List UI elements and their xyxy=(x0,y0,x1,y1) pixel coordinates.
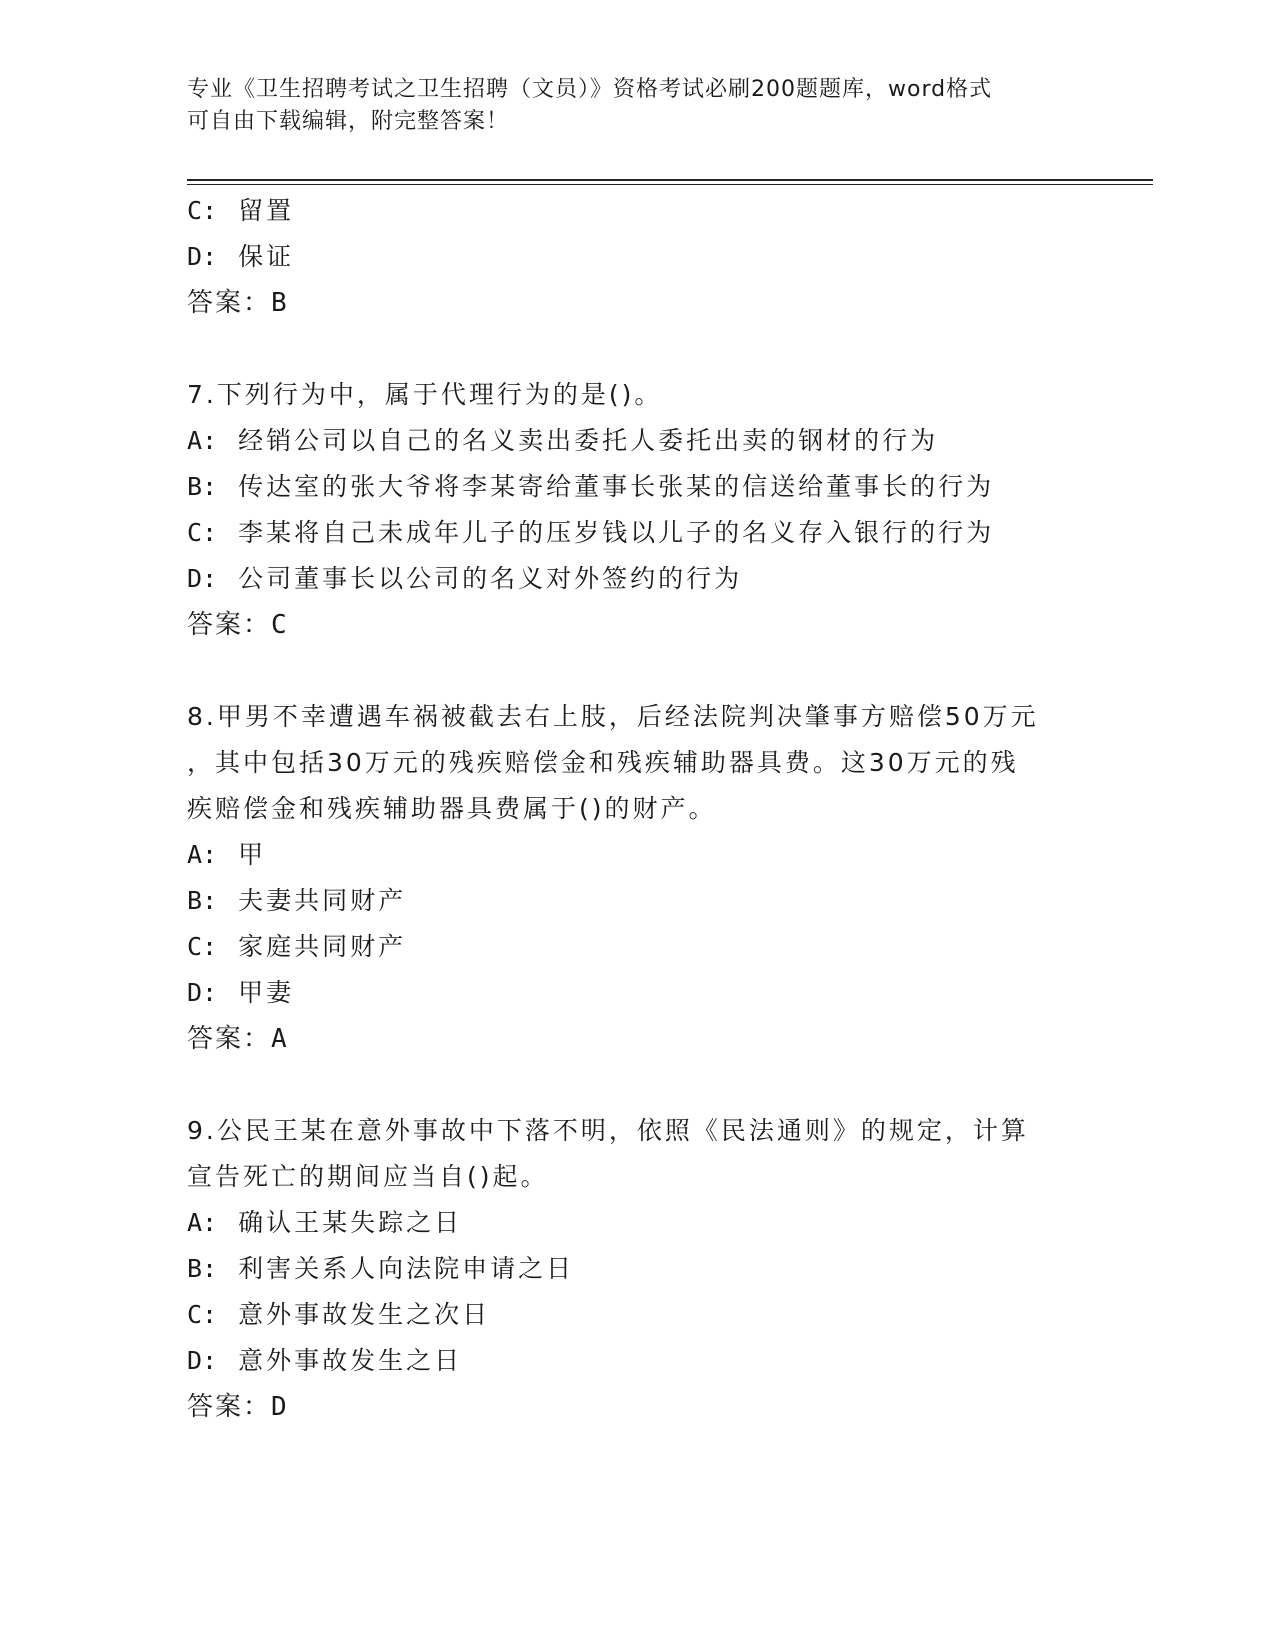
option-item xyxy=(187,1200,1087,1246)
document-body xyxy=(187,188,1087,1430)
option-text: 传达室的张大爷将李某寄给董事长张某的信送给董事长的行为 xyxy=(238,472,995,501)
option-text: 家庭共同财产 xyxy=(238,932,407,961)
option-text: 夫妻共同财产 xyxy=(238,886,407,915)
option-letter: C: xyxy=(187,932,218,961)
option-text: 意外事故发生之次日 xyxy=(238,1300,491,1329)
option-letter: D: xyxy=(187,1346,218,1375)
answer-label: 答案： xyxy=(187,1024,272,1054)
question-stem xyxy=(187,372,1087,418)
answer-line xyxy=(187,602,1087,648)
answer-value: C xyxy=(271,610,289,640)
option-text: 李某将自己未成年儿子的压岁钱以儿子的名义存入银行的行为 xyxy=(238,518,995,547)
header-divider-thin xyxy=(187,184,1153,185)
option-text: 利害关系人向法院申请之日 xyxy=(238,1254,575,1283)
option-letter: A: xyxy=(187,840,218,869)
option-text: 确认王某失踪之日 xyxy=(238,1208,463,1237)
answer-label: 答案： xyxy=(187,1392,272,1422)
option-text: 甲 xyxy=(238,840,267,869)
answer-line xyxy=(187,1384,1087,1430)
header-divider-thick xyxy=(187,179,1153,181)
question-stem-line: 宣告死亡的期间应当自()起。 xyxy=(187,1162,549,1191)
answer-line xyxy=(187,1016,1087,1062)
option-letter: B: xyxy=(187,886,218,915)
question-stem xyxy=(187,694,1087,832)
option-letter: C: xyxy=(187,1300,218,1329)
header-title-line-1: 专业《卫生招聘考试之卫生招聘（文员）》资格考试必刷200题题库，word格式 xyxy=(187,77,993,102)
question-stem-line: 疾赔偿金和残疾辅助器具费属于()的财产。 xyxy=(187,794,717,823)
option-letter: B: xyxy=(187,1254,218,1283)
option-letter: A: xyxy=(187,1208,218,1237)
option-letter: D: xyxy=(187,242,218,271)
answer-label: 答案： xyxy=(187,288,272,318)
option-item xyxy=(187,418,1087,464)
option-text: 甲妻 xyxy=(238,978,295,1007)
option-item xyxy=(187,832,1087,878)
option-item xyxy=(187,1292,1087,1338)
option-item xyxy=(187,556,1087,602)
option-text: 保证 xyxy=(238,242,295,271)
option-item xyxy=(187,878,1087,924)
option-letter: C: xyxy=(187,518,218,547)
option-text: 留置 xyxy=(238,196,295,225)
option-letter: D: xyxy=(187,978,218,1007)
question-stem xyxy=(187,1108,1087,1200)
option-text: 经销公司以自己的名义卖出委托人委托出卖的钢材的行为 xyxy=(238,426,939,455)
question-block-8 xyxy=(187,694,1087,1062)
question-stem-line: 9.公民王某在意外事故中下落不明，依照《民法通则》的规定，计算 xyxy=(187,1116,1029,1145)
option-text: 意外事故发生之日 xyxy=(238,1346,463,1375)
option-item xyxy=(187,234,1087,280)
option-text: 公司董事长以公司的名义对外签约的行为 xyxy=(238,564,743,593)
document-header xyxy=(187,74,1077,138)
answer-value: B xyxy=(271,288,289,318)
question-stem-line: 8.甲男不幸遭遇车祸被截去右上肢，后经法院判决肇事方赔偿50万元 xyxy=(187,702,1039,731)
option-item xyxy=(187,924,1087,970)
answer-label: 答案： xyxy=(187,610,272,640)
option-letter: D: xyxy=(187,564,218,593)
answer-value: A xyxy=(271,1024,289,1054)
header-title-line-2: 可自由下载编辑，附完整答案！ xyxy=(187,109,510,134)
option-item xyxy=(187,1246,1087,1292)
answer-line xyxy=(187,280,1087,326)
option-item xyxy=(187,1338,1087,1384)
option-letter: C: xyxy=(187,196,218,225)
question-block-7 xyxy=(187,372,1087,648)
option-item xyxy=(187,970,1087,1016)
answer-value: D xyxy=(271,1392,289,1422)
question-block-9 xyxy=(187,1108,1087,1430)
option-item xyxy=(187,510,1087,556)
question-stem-line: ，其中包括30万元的残疾赔偿金和残疾辅助器具费。这30万元的残 xyxy=(187,748,1019,777)
option-item xyxy=(187,188,1087,234)
option-letter: A: xyxy=(187,426,218,455)
option-letter: B: xyxy=(187,472,218,501)
carryover-block xyxy=(187,188,1087,326)
option-item xyxy=(187,464,1087,510)
question-stem-line: 7.下列行为中，属于代理行为的是()。 xyxy=(187,380,663,409)
